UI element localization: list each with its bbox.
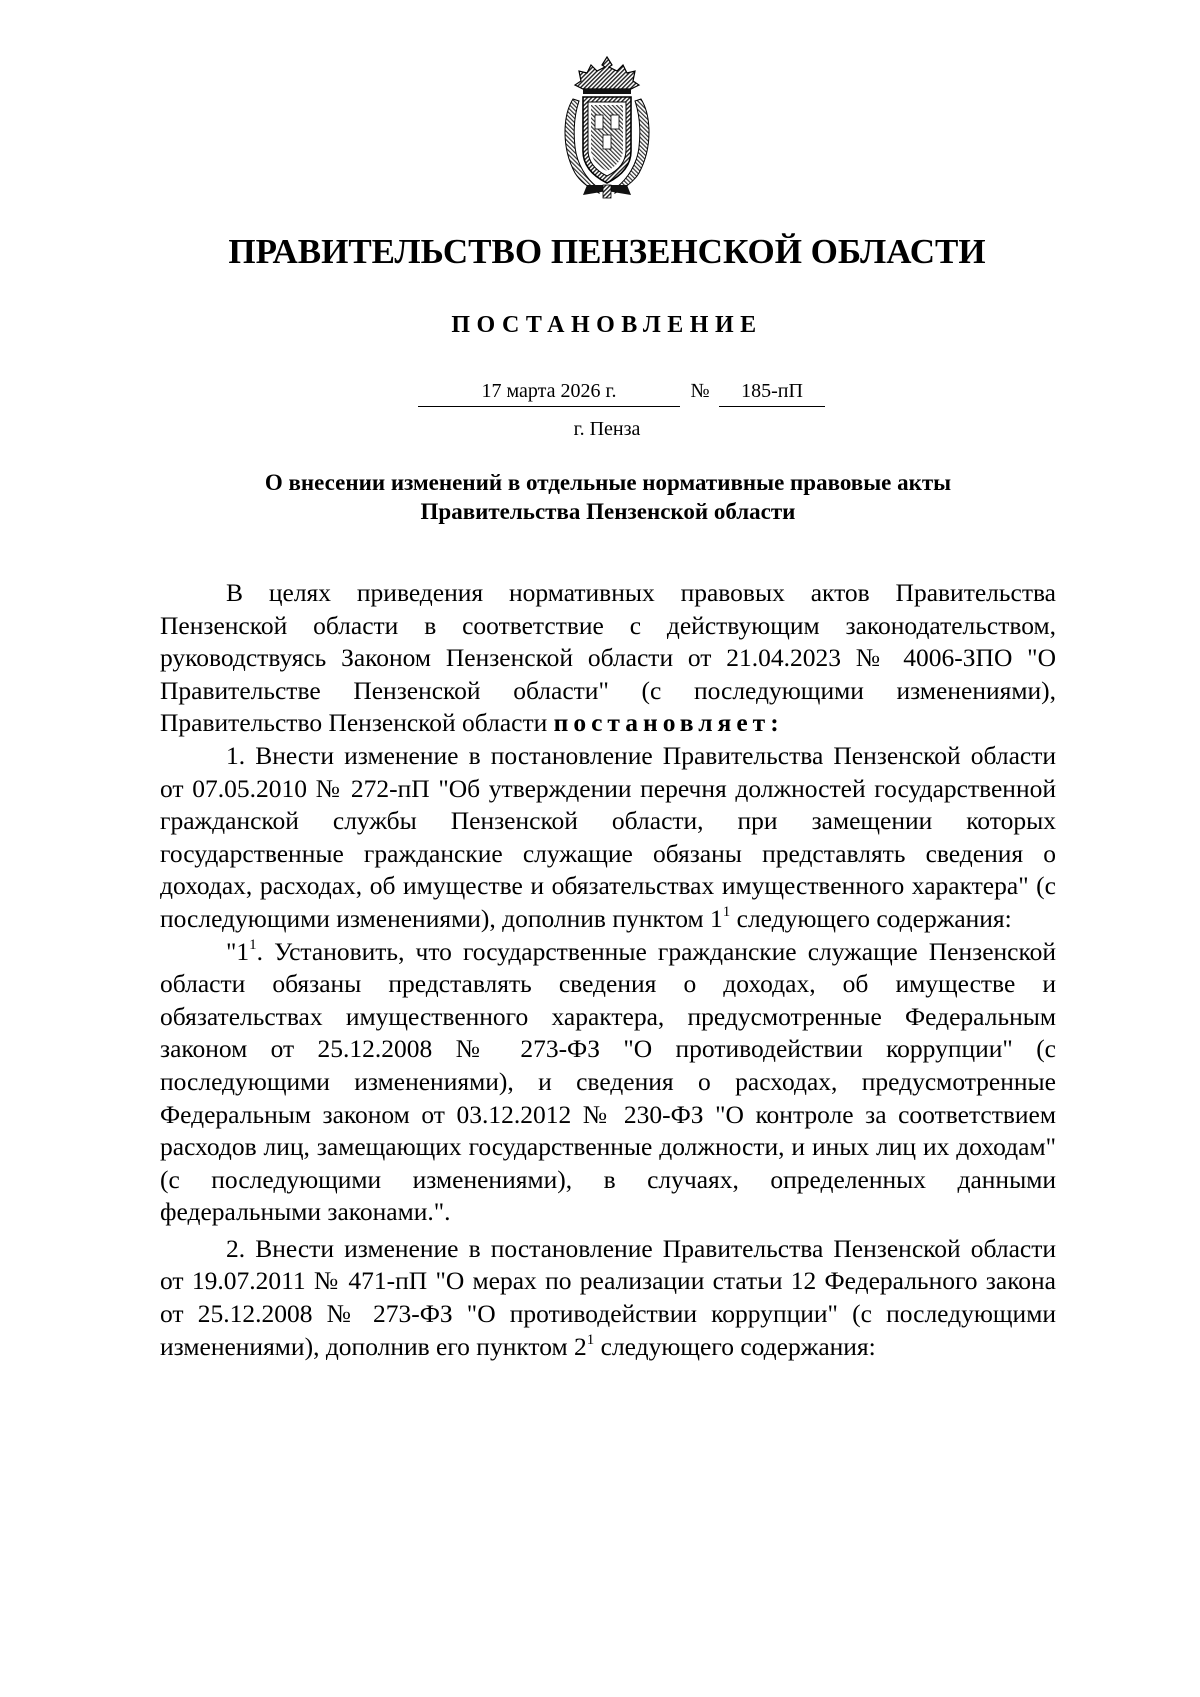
subject-line-1: О внесении изменений в отдельные нормативные правовые акты [264, 470, 952, 495]
document-number: 185-пП [719, 380, 825, 407]
item-1-quote-superscript: 1 [249, 936, 257, 953]
subject-line-2: Правительства Пензенской области [420, 499, 796, 524]
item-1-paragraph [160, 740, 1056, 936]
item-2-text-end: следующего содержания: [594, 1331, 876, 1361]
coat-of-arms-emblem [557, 55, 657, 200]
item-2-text: 2. Внести изменение в постановление Правительства Пензенской области от 19.07.2011 № 471-пП "О мерах по реализации статьи 12 Федерального закона от 25.12.2008 № 273-ФЗ "О противодействии коррупции" (с последующими изменениями), дополнив его пунктом 2 [160, 1233, 1056, 1361]
item-2-superscript: 1 [586, 1331, 595, 1348]
item-1-quote-start: "1 [226, 936, 250, 966]
document-type: ПОСТАНОВЛЕНИЕ [451, 312, 763, 338]
item-1-text: 1. Внести изменение в постановление Правительства Пензенской области от 07.05.2010 № 272-пП "Об утверждении перечня должностей государственной гражданской службы Пензенской области, при замещении которых государственные гражданские служащие обязаны представлять сведения о доходах, расходах, об имуществе и обязательствах имущественного характера" (с последующими изменениями), дополнив пунктом 1 [160, 740, 1056, 933]
document-city: г. Пенза [573, 418, 641, 440]
preamble-text: В целях приведения нормативных правовых актов Правительства Пензенской области в соответствие с действующим законодательством, руководствуясь Законом Пензенской области от 21.04.2023 № 4006-ЗПО "О Правительстве Пензенской области" (с последующими изменениями), Правительство Пензенской области [160, 578, 1056, 738]
document-body [160, 577, 1056, 1363]
item-2-paragraph [160, 1233, 1056, 1363]
item-1-superscript: 1 [722, 903, 731, 920]
number-sign: № [690, 380, 710, 402]
item-1-quote-paragraph [160, 936, 1056, 1229]
item-1-quote-text: . Установить, что государственные гражданские служащие Пензенской области обязаны представлять сведения о доходах, об имуществе и обязательствах имущественного характера, предусмотренные Федеральным законом от 25.12.2008 № 273-ФЗ "О противодействии коррупции" (с последующими изменениями), и сведения о расходах, предусмотренные Федеральным законом от 03.12.2012 № 230-ФЗ "О контроле за соответствием расходов лиц, замещающих государственные должности, и иных лиц их доходам" (с последующими изменениями), в случаях, определенных данными федеральными законами.". [160, 936, 1056, 1227]
government-title: ПРАВИТЕЛЬСТВО ПЕНЗЕНСКОЙ ОБЛАСТИ [228, 232, 986, 271]
item-1-text-end: следующего содержания: [730, 903, 1012, 933]
preamble-paragraph [160, 577, 1056, 740]
document-date: 17 марта 2026 г. [418, 380, 680, 407]
document-subject [160, 468, 1056, 526]
resolves-keyword: постановляет: [553, 708, 784, 738]
